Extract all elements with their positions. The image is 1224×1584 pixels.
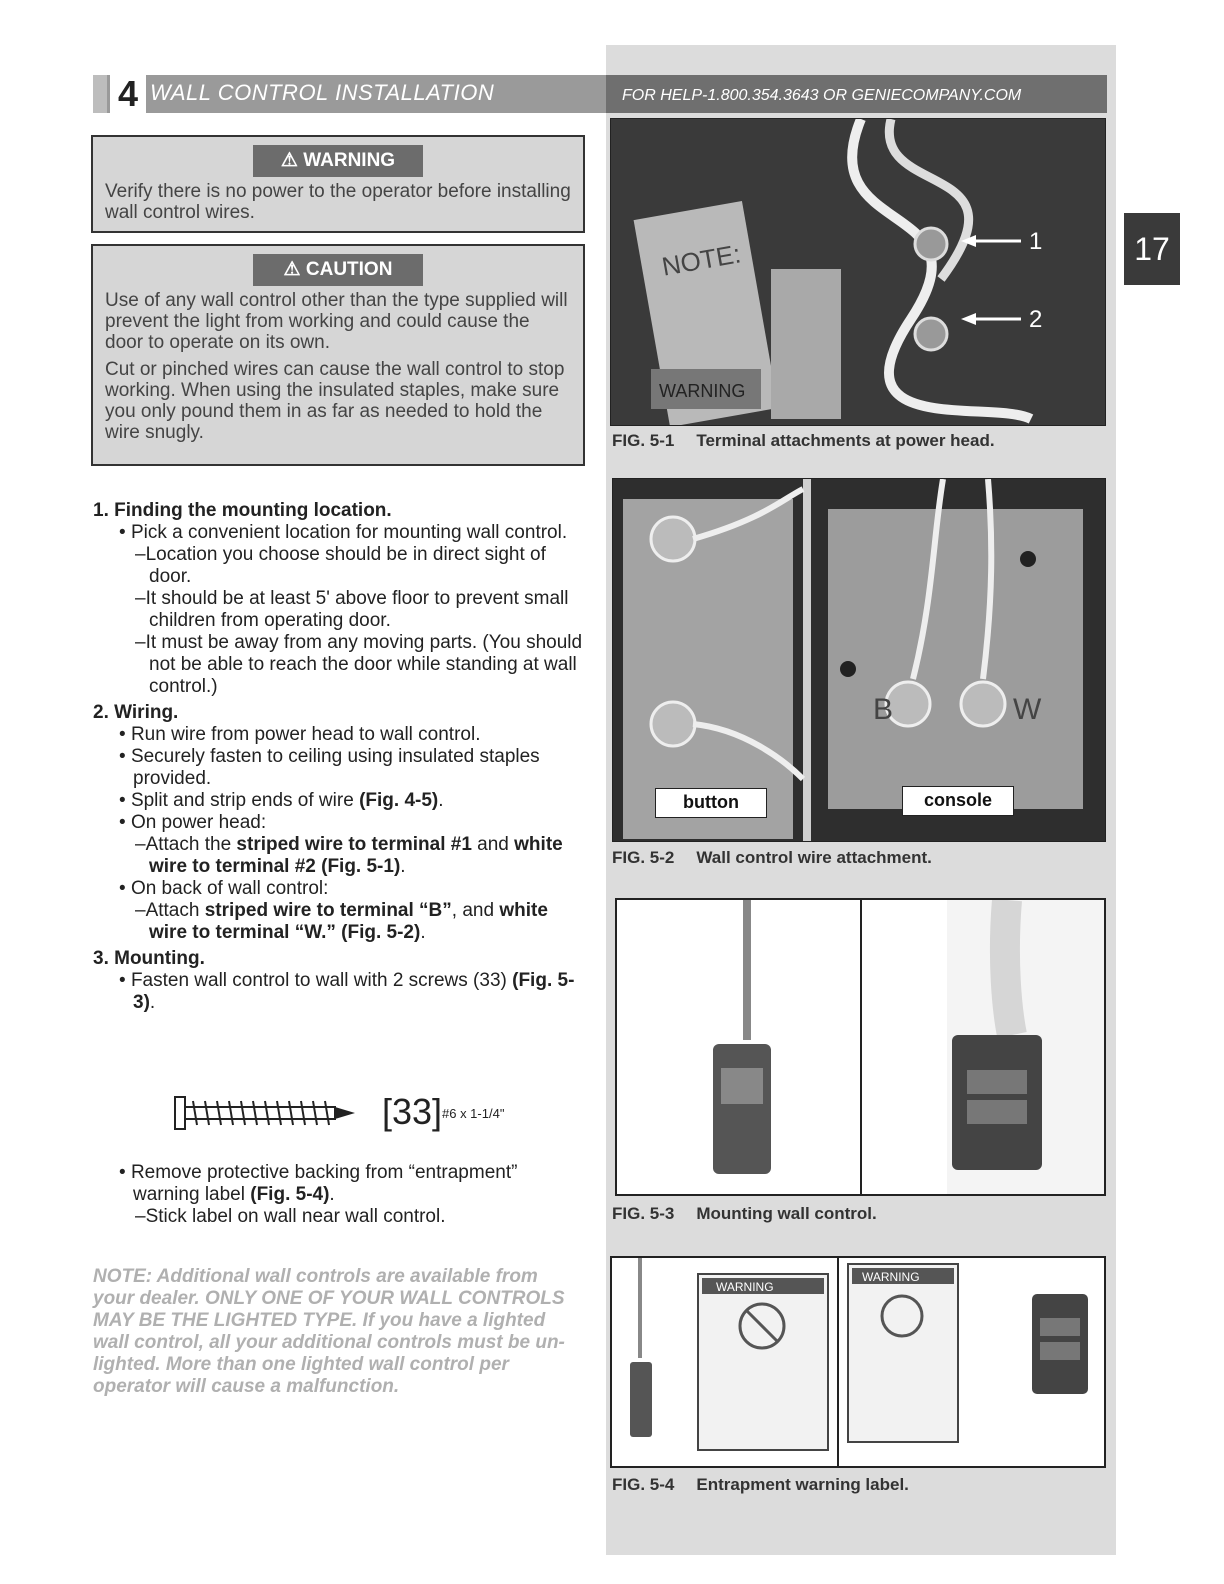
caution-text-2: Cut or pinched wires can cause the wall control to stop working. When using the insulated staples, make sure you only pound them in as far as needed to hold the wire snugly. [105, 359, 565, 443]
terminal-b-label: B [873, 693, 894, 726]
callout-1: 1 [1029, 228, 1043, 255]
caution-triangle-icon: ⚠ [283, 259, 301, 280]
page-number-tab: 17 [1124, 213, 1180, 285]
step-2-bullet-3: • Split and strip ends of wire (Fig. 4-5). [119, 790, 444, 811]
step-2-bullet-1: Run wire from power head to wall control. [130, 724, 481, 745]
step-1-bullet-1: Pick a convenient location for mounting wall control. [130, 522, 568, 543]
button-label: button [655, 788, 767, 818]
label-warning-header-left: WARNING [716, 1280, 774, 1294]
step-2-bullet-4: On power head: [130, 812, 267, 833]
instructions-cont: • Remove protective backing from “entrapment” warning label (Fig. 5-4). –Stick label on wall near wall control. [93, 1162, 583, 1228]
header-accent [93, 75, 107, 113]
section-number: 4 [110, 72, 146, 116]
warning-sticker: WARNING [659, 381, 746, 401]
warning-label: ⚠ WARNING [253, 145, 423, 177]
fig-5-4-photo [610, 1256, 1106, 1468]
step-2-dash-2: –Attach striped wire to terminal “B”, and white wire to terminal “W.” (Fig. 5-2). [135, 900, 548, 943]
screw-size: #6 x 1-1/4" [442, 1106, 505, 1121]
step-3-dash-1: Stick label on wall near wall control. [145, 1206, 446, 1227]
note-label: NOTE: [659, 238, 744, 282]
caution-text-1: Use of any wall control other than the type supplied will prevent the light from working and could cause the door to operate on its own. [105, 290, 568, 353]
caution-box [91, 244, 585, 466]
step-1-dash-2: It should be at least 5' above floor to prevent small children from operating door. [145, 588, 569, 631]
screw-33 [173, 1093, 373, 1133]
step-3-bullet-1: • Fasten wall control to wall with 2 screws (33) (Fig. 5-3). [119, 970, 575, 1013]
console-label: console [902, 786, 1014, 816]
step-2-dash-1: –Attach the striped wire to terminal #1 and white wire to terminal #2 (Fig. 5-1). [135, 834, 563, 877]
warning-text: Verify there is no power to the operator before installing wall control wires. [105, 181, 571, 223]
caution-label: ⚠ CAUTION [253, 254, 423, 286]
lighted-control-note: NOTE: Additional wall controls are available from your dealer. ONLY ONE OF YOUR WALL CONTROLS MAY BE THE LIGHTED TYPE. If you have a lighted wall control, all your additional controls must be un-lighted. More than one lighted wall control per operator will cause a malfunction. [93, 1266, 565, 1397]
warning-triangle-icon: ⚠ [280, 150, 298, 171]
power-head-terminal-illustration [611, 119, 1106, 426]
callout-2: 2 [1029, 306, 1043, 333]
fig-5-1-caption: FIG. 5-1 Terminal attachments at power head. [612, 431, 995, 450]
help-contact: FOR HELP-1.800.354.3643 OR GENIECOMPANY.COM [622, 87, 1022, 104]
fig-5-3-photo [615, 898, 1106, 1196]
fig-5-1-photo [610, 118, 1106, 426]
warning-box [91, 135, 585, 233]
step-3-bullet-2: • Remove protective backing from “entrapment” warning label (Fig. 5-4). [119, 1162, 518, 1205]
step-2-bullet-2: Securely fasten to ceiling using insulated staples provided. [130, 746, 540, 789]
step-1-dash-3: It must be away from any moving parts. (You should not be able to reach the door while standing at wall control.) [145, 632, 583, 697]
step-1-title: 1. Finding the mounting location. [93, 500, 392, 521]
label-warning-header-right: WARNING [862, 1270, 920, 1284]
fig-5-3-caption: FIG. 5-3 Mounting wall control. [612, 1204, 877, 1223]
screw-icon [173, 1093, 373, 1133]
screw-part-number: [33] [382, 1091, 443, 1132]
fig-5-2-caption: FIG. 5-2 Wall control wire attachment. [612, 848, 932, 867]
instructions: 1. Finding the mounting location. • Pick a convenient location for mounting wall control. –Location you choose should be in direct sight of door. –It should be at least 5' above floor to prevent small children from operating door. –It must be away from any moving parts. (You should not be able to reach the door while standing at wall control.) 2. Wiring. • Run wire from power head to wall control. • Securely fasten to ceiling using insulated staples provided. • Split and strip ends of wire (Fig. 4-5). • On power head: –Attach the striped wire to terminal #1 and white wire to terminal #2 (Fig. 5-1). • On back of wall control: –Attach striped wire to terminal “B”, and white wire to terminal “W.” (Fig. 5-2). 3. Mounting. • Fasten wall control to wall with 2 screws (33) (Fig. 5-3). [93, 500, 583, 1013]
step-3-title: 3. Mounting. [93, 948, 205, 969]
fig-5-4-caption: FIG. 5-4 Entrapment warning label. [612, 1475, 909, 1494]
mounted-wall-control-illustration [617, 900, 1106, 1196]
entrapment-label-illustration [612, 1258, 1106, 1468]
step-1-dash-1: Location you choose should be in direct sight of door. [145, 544, 546, 587]
step-2-title: 2. Wiring. [93, 702, 179, 723]
terminal-w-label: W [1013, 693, 1042, 726]
section-title: WALL CONTROL INSTALLATION [150, 80, 495, 105]
step-2-bullet-5: On back of wall control: [130, 878, 329, 899]
